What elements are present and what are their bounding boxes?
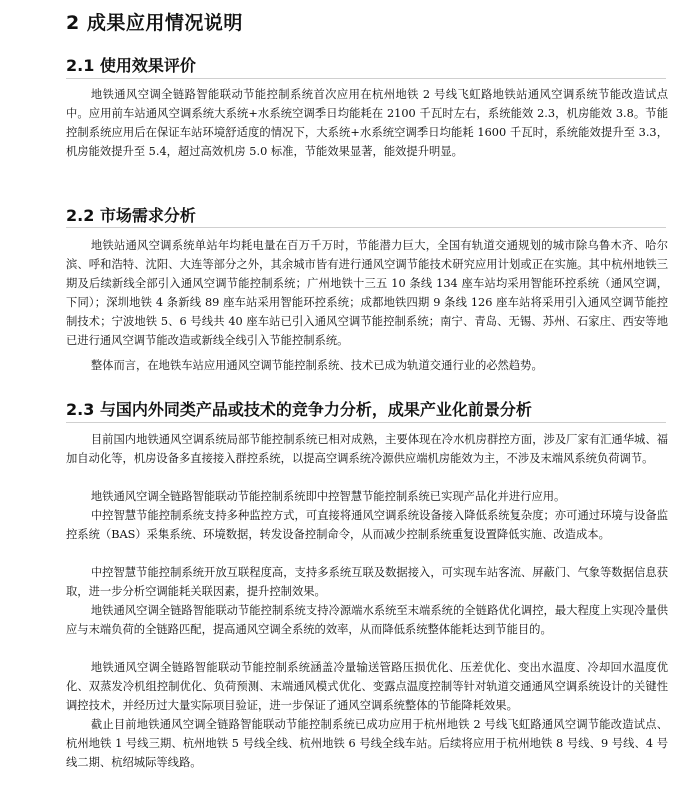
paragraph: 中控智慧节能控制系统开放互联程度高，支持多系统互联及数据接入，可实现车站客流、屏蔽门、气象等数据信息获取，进一步分析空调能耗关联因素，提升控制效果。 — [66, 566, 668, 598]
paragraph: 中控智慧节能控制系统支持多种监控方式，可直接将通风空调系统设备接入降低系统复杂度；亦可通过环境与设备监控系统（BAS）采集系统、环境数据，转发设备控制命令，从而减少控制系统重复设置降低实施、改造成本。 — [66, 509, 668, 541]
paragraph: 地铁通风空调全链路智能联动节能控制系统涵盖冷量输送管路压损优化、压差优化、变出水温度、冷却回水温度优化、双蒸发冷机组控制优化、负荷预测、末端通风模式优化、变露点温度控制等针对轨道交通通风空调系统设计的关键性调控技术，并经历过大量实际项目验证，进一步保证了通风空调系统整体的节能降耗效果。 — [66, 661, 668, 712]
section-divider — [66, 422, 666, 423]
paragraph: 地铁通风空调全链路智能联动节能控制系统支持冷源端水系统至末端系统的全链路优化调控，最大程度上实现冷量供应与末端负荷的全链路匹配，提高通风空调全系统的效率，从而降低系统整体能耗达到节能目的。 — [66, 604, 668, 636]
watermark: ​ — [150, 330, 176, 378]
paragraph: 地铁站通风空调系统单站年均耗电量在百万千万时，节能潜力巨大，全国有轨道交通规划的城市除乌鲁木齐、哈尔滨、呼和浩特、沈阳、大连等部分之外，其余城市皆有进行通风空调节能技术研究应用计划或正在实施。其中杭州地铁三期及后续新线全部引入通风空调节能控制系统；广州地铁十三五 10 条线 134 座车站均采用智能环控系统（通风空调，下同）；深圳地铁 4 条新线 89 座车站采用智能环控系统；成都地铁四期 9 条线 126 座车站将采用引入通风空调节能控制技术；宁波地铁 5、6 号线共 40 座车站已引入通风空调节能控制系统；南宁、青岛、无锡、苏州、石家庄、西安等地已进行通风空调节能改造或新线全线引入节能控制系统。 — [66, 239, 668, 347]
paragraph: 整体而言，在地铁车站应用通风空调节能控制系统、技术已成为轨道交通行业的必然趋势。 — [90, 359, 543, 372]
paragraph: 目前国内地铁通风空调系统局部节能控制系统已相对成熟，主要体现在冷水机房群控方面，涉及厂家有汇通华城、福加自动化等，机房设备多直接接入群控系统，以提高空调系统冷源供应端机房能效为主，不涉及末端风系统负荷调节。 — [66, 433, 668, 465]
paragraph: 地铁通风空调全链路智能联动节能控制系统首次应用在杭州地铁 2 号线飞虹路地铁站通风空调系统节能改造试点中。应用前车站通风空调系统大系统+水系统空调季日均能耗在 2100 千瓦时左右，系统能效 2.3，机房能效 3.8。节能控制系统应用后在保证车站环境舒适度的情况下，大系统+水系统空调季日均能耗 1600 千瓦时，系统能效提升至 3.3，机房能效提升至 5.4，超过高效机房 5.0 标准，节能效果显著，能效提升明显。 — [66, 88, 668, 158]
section-heading-2-2: 2.2 市场需求分析 — [66, 206, 196, 225]
paragraph: 地铁通风空调全链路智能联动节能控制系统即中控智慧节能控制系统已实现产品化并进行应用。 — [90, 490, 566, 503]
section-divider — [66, 78, 666, 79]
section-divider — [66, 227, 666, 228]
section-heading-2-1: 2.1 使用效果评价 — [66, 56, 196, 75]
page-title: 2 成果应用情况说明 — [66, 12, 243, 34]
section-heading-2-3: 2.3 与国内外同类产品或技术的竞争力分析，成果产业化前景分析 — [66, 400, 532, 419]
paragraph: 截止目前地铁通风空调全链路智能联动节能控制系统已成功应用于杭州地铁 2 号线飞虹路通风空调节能改造试点、杭州地铁 1 号线三期、杭州地铁 5 号线全线、杭州地铁 6 号线全线车站。后续将应用于杭州地铁 8 号线、9 号线、4 号线二期、杭绍城际等线路。 — [66, 718, 668, 769]
